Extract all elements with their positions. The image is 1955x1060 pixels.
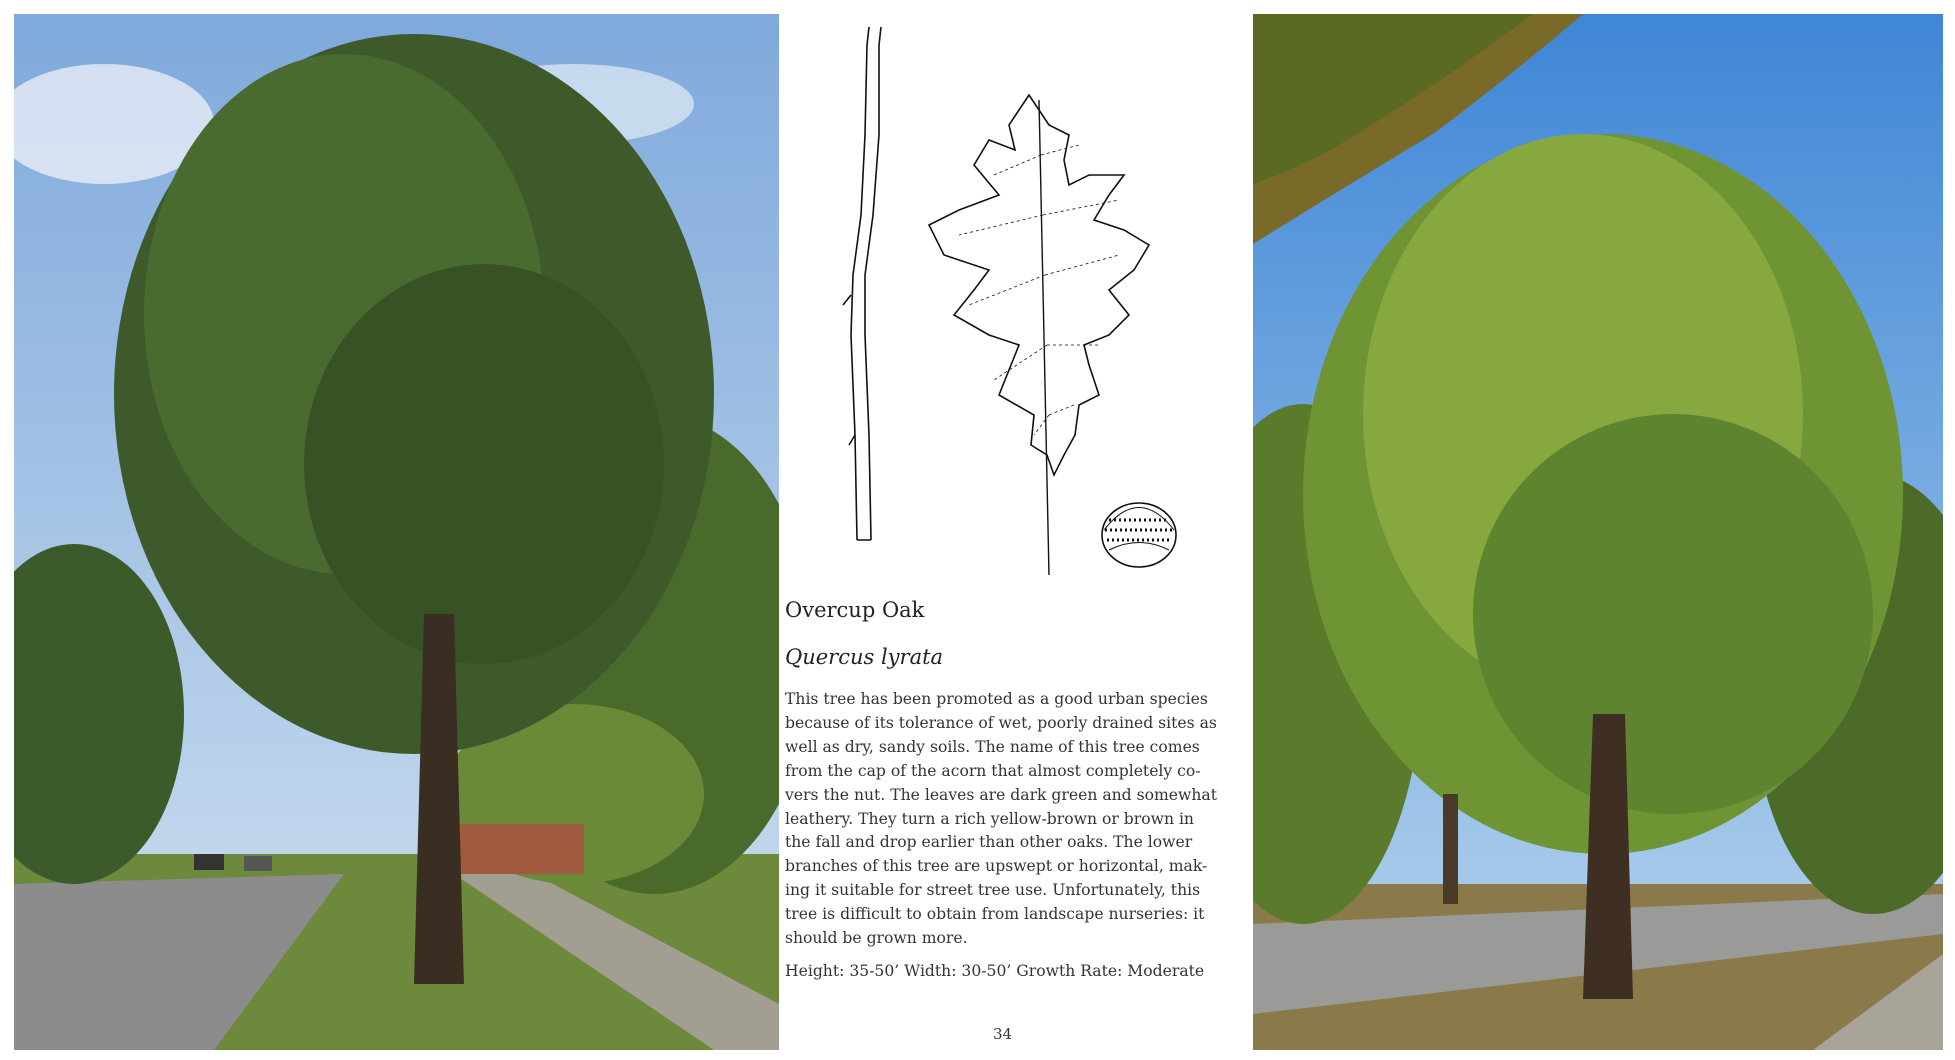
oak-leaf-twig-acorn-illustration xyxy=(779,15,1253,585)
right-tree-photo xyxy=(1253,14,1943,1050)
description-line: This tree has been promoted as a good urban species xyxy=(785,690,1208,708)
description-line: vers the nut. The leaves are dark green and somewhat xyxy=(785,785,1217,804)
description-line: from the cap of the acorn that almost completely co- xyxy=(785,761,1201,780)
description-line: the fall and drop earlier than other oaks. The lower xyxy=(785,833,1193,852)
description-line: ing it suitable for street tree use. Unfortunately, this xyxy=(785,881,1201,900)
description-line: tree is difficult to obtain from landscape nurseries: it xyxy=(785,905,1205,924)
description-line: leathery. They turn a rich yellow-brown or brown in xyxy=(785,809,1194,828)
description-line: branches of this tree are upswept or horizontal, mak- xyxy=(785,857,1208,876)
book-page xyxy=(779,0,1253,1060)
description-line: should be grown more. xyxy=(785,929,968,948)
scientific-name: Quercus lyrata xyxy=(785,645,944,669)
leaf-drawing xyxy=(929,95,1149,575)
acorn-drawing xyxy=(1102,503,1176,567)
twig-drawing xyxy=(843,27,881,540)
description-line: because of its tolerance of wet, poorly drained sites as xyxy=(785,713,1217,732)
tree-specs: Height: 35-50’ Width: 30-50’ Growth Rate: Moderate xyxy=(785,962,1205,980)
left-tree-photo xyxy=(14,14,779,1050)
description xyxy=(785,688,1255,951)
page-number: 34 xyxy=(993,1025,1013,1043)
description-line: well as dry, sandy soils. The name of this tree comes xyxy=(785,737,1200,756)
page-title: Overcup Oak xyxy=(785,598,925,622)
